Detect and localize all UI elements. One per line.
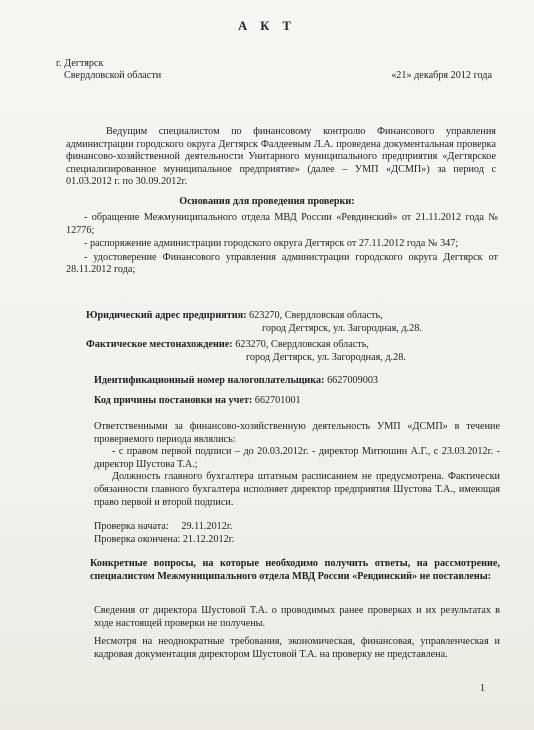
address-block bbox=[86, 310, 506, 364]
basis-heading: Основания для проведения проверки: bbox=[179, 196, 355, 207]
basis-item: - удостоверение Финансового управления администрации городского округа Дегтярск от 28.11.2012 года; bbox=[66, 251, 498, 276]
inn-label: Идентификационный номер налогоплательщика: bbox=[94, 375, 325, 386]
page-number: 1 bbox=[480, 683, 485, 694]
question-item: Несмотря на неоднократные требования, экономическая, финансовая, управленческая и кадровая документация директором Шустовой Т.А. на проверку не представлена. bbox=[94, 636, 500, 660]
accountant-note: Должность главного бухгалтера штатным расписанием не предусмотрена. Фактически обязанности главного бухгалтера исполняет директор предприятия Шустова Т.А., имеющая право первой и второй подписи. bbox=[94, 471, 500, 508]
document-title: А К Т bbox=[238, 19, 296, 33]
questions-paragraph: Конкретные вопросы, на которые необходимо получить ответы, на рассмотрение, специалистом Межмуниципального отдела МВД России «Ревдинский» не поставлены: bbox=[90, 558, 500, 582]
actual-address-line2: город Дегтярск, ул. Загородная, д.28. bbox=[246, 351, 406, 363]
check-started: Проверка начата: 29.11.2012г. bbox=[94, 521, 233, 532]
responsible-intro: Ответственными за финансово-хозяйственную деятельность УМП «ДСМП» в течение проверяемого периода являлись: bbox=[94, 421, 500, 445]
legal-address-line2: город Дегтярск, ул. Загородная, д.28. bbox=[262, 322, 422, 334]
inn-row bbox=[94, 375, 378, 388]
document-date: «21» декабря 2012 года bbox=[391, 70, 492, 81]
basis-list bbox=[66, 212, 498, 278]
basis-item: - обращение Межмуниципального отдела МВД России «Ревдинский» от 21.11.2012 года № 12776; bbox=[66, 212, 498, 236]
inn-value: 6627009003 bbox=[327, 375, 378, 386]
check-dates bbox=[94, 521, 234, 546]
check-finished: Проверка окончена: 21.12.2012г. bbox=[94, 533, 235, 545]
intro-paragraph: Ведущим специалистом по финансовому контролю Финансового управления администрации городского округа Дегтярск Фалдеевым Л.А. проведена документальная проверка финансово-хозяйственной деятельности Унитарного муниципального предприятия «Дегтярское специализированное муниципальное предприятие» (далее – УМП «ДСМП») за период с 01.03.2012 г. по 30.09.2012г. bbox=[66, 126, 496, 188]
kpp-label: Код причины постановки на учет: bbox=[94, 395, 253, 406]
kpp-row bbox=[94, 395, 301, 408]
legal-address-line1: 623270, Свердловская область, bbox=[249, 310, 383, 321]
responsible-block bbox=[94, 421, 500, 509]
responsible-item: - с правом первой подписи – до 20.03.2012г. - директор Митюшин А.Г., с 23.03.2012г. - директор Шустова Т.А.; bbox=[94, 446, 500, 470]
legal-address-label: Юридический адрес предприятия: bbox=[86, 310, 247, 321]
city: г. Дегтярск bbox=[56, 58, 104, 69]
question-item: Сведения от директора Шустовой Т.А. о проводимых ранее проверках и их результатах в ходе настоящей проверки не получены. bbox=[94, 605, 500, 629]
actual-address-label: Фактическое местонахождение: bbox=[86, 339, 233, 351]
actual-address-line1: 623270, Свердловская область, bbox=[235, 339, 369, 351]
region: Свердловской области bbox=[64, 70, 162, 81]
basis-item: - распоряжение администрации городского округа Дегтярск от 27.11.2012 года № 347; bbox=[84, 238, 459, 250]
kpp-value: 662701001 bbox=[254, 395, 301, 406]
